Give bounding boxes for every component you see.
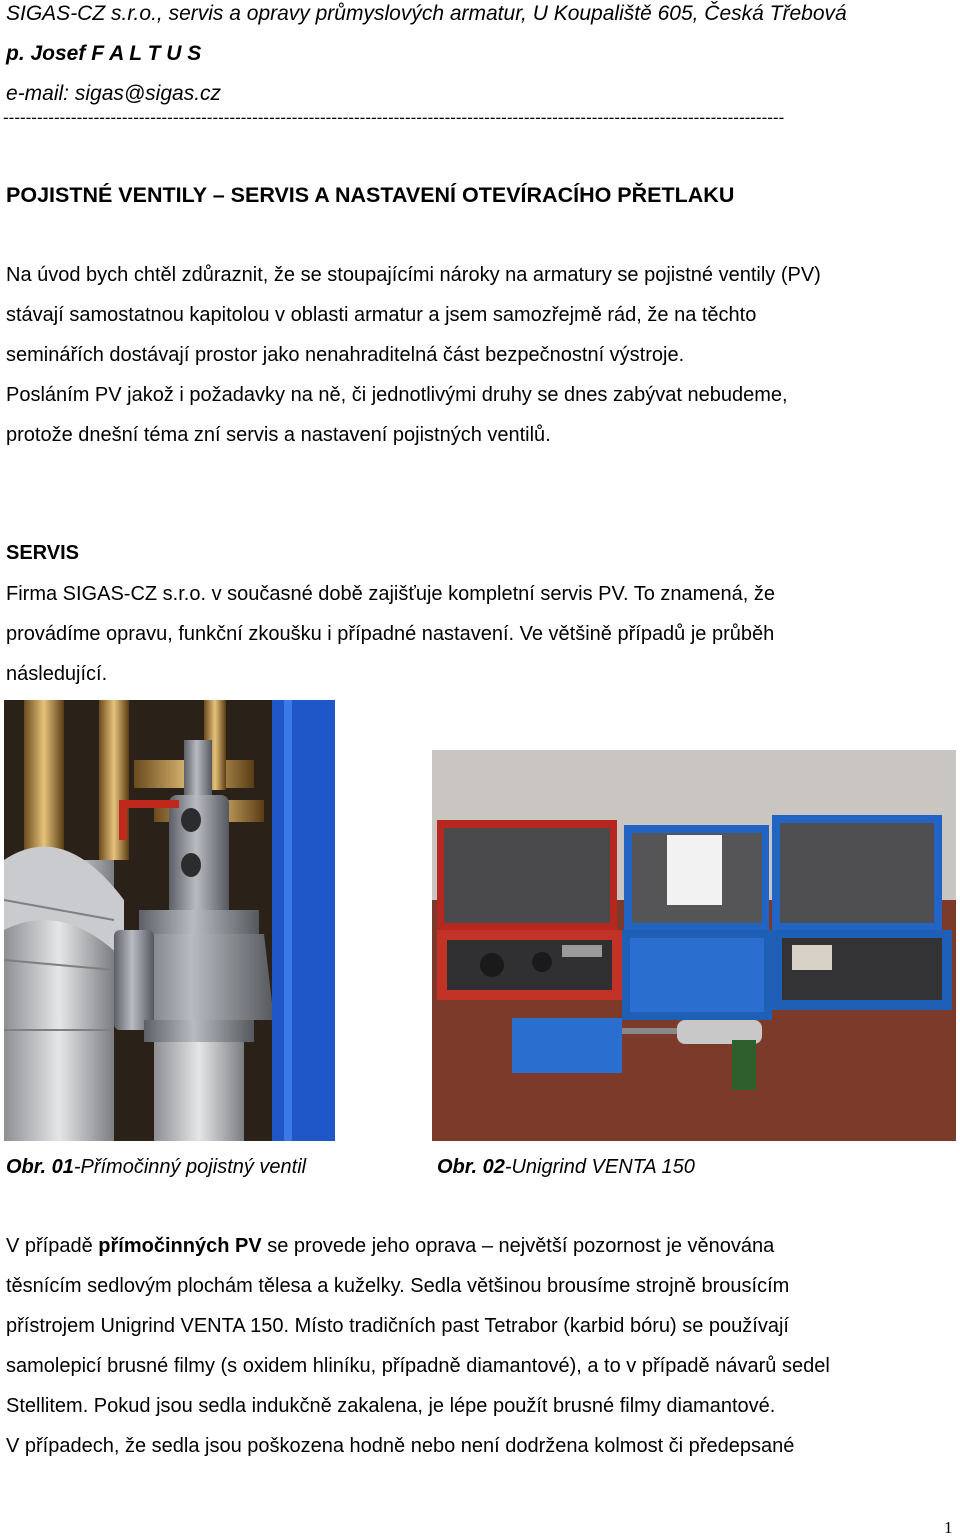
figure-caption-1 xyxy=(6,1154,306,1180)
body-line-1-pre: V případě xyxy=(6,1235,99,1257)
figure-caption-text-2: -Unigrind VENTA 150 xyxy=(504,1156,695,1178)
intro-line-1: Na úvod bych chtěl zdůraznit, že se stoupajícími nároky na armatury se pojistné ventily (PV) xyxy=(6,264,821,286)
intro-line-2: stávají samostatnou kapitolou v oblasti armatur a jsem samozřejmě rád, že na těchto xyxy=(6,304,757,326)
page-title: POJISTNÉ VENTILY – SERVIS A NASTAVENÍ OTEVÍRACÍHO PŘETLAKU xyxy=(6,183,735,207)
figure-label-1: Obr. 01 xyxy=(6,1156,74,1178)
servis-heading: SERVIS xyxy=(6,542,79,564)
body-line-1-post: se provede jeho oprava – největší pozornost je věnována xyxy=(261,1235,775,1257)
body-line-3: přístrojem Unigrind VENTA 150. Místo tradičních past Tetrabor (karbid bóru) se používají xyxy=(6,1315,789,1337)
servis-line-2: provádíme opravu, funkční zkoušku i případné nastavení. Ve většině případů je průběh xyxy=(6,623,775,645)
body-line-1 xyxy=(6,1226,774,1266)
body-line-1-bold: přímočinných PV xyxy=(98,1235,262,1257)
figure-caption-2 xyxy=(437,1154,695,1180)
intro-line-5: protože dnešní téma zní servis a nastavení pojistných ventilů. xyxy=(6,424,551,446)
page-number: 1 xyxy=(944,1518,953,1537)
company-header: SIGAS-CZ s.r.o., servis a opravy průmyslových armatur, U Koupaliště 605, Česká Třebová xyxy=(6,2,847,25)
servis-line-3: následující. xyxy=(6,663,108,685)
contact-name: p. Josef F A L T U S xyxy=(6,42,202,65)
body-line-4: samolepicí brusné filmy (s oxidem hliníku, případně diamantové), a to v případě návarů sedel xyxy=(6,1355,830,1377)
intro-line-4: Posláním PV jakož i požadavky na ně, či jednotlivými druhy se dnes zabývat nebudeme, xyxy=(6,384,788,406)
figure-label-2: Obr. 02 xyxy=(437,1156,505,1178)
unigrind-photo xyxy=(432,750,956,1141)
body-line-2: těsnícím sedlovým plochám tělesa a kuželky. Sedla většinou brousíme strojně brousícím xyxy=(6,1275,790,1297)
email-link[interactable]: e-mail: sigas@sigas.cz xyxy=(6,82,222,105)
intro-line-3: seminářích dostávají prostor jako nenahraditelná část bezpečnostní výstroje. xyxy=(6,344,685,366)
valve-photo-drawing xyxy=(4,700,335,1141)
servis-line-1: Firma SIGAS-CZ s.r.o. v současné době zajišťuje kompletní servis PV. To znamená, že xyxy=(6,583,775,605)
unigrind-photo-drawing xyxy=(432,750,956,1141)
header-divider: ------------------------------------------------------------------------------------------------------------------------------------------ xyxy=(3,108,785,127)
figure-caption-text-1: -Přímočinný pojistný ventil xyxy=(73,1156,307,1178)
body-line-6: V případech, že sedla jsou poškozena hodně nebo není dodržena kolmost či předepsané xyxy=(6,1435,795,1457)
body-line-5: Stellitem. Pokud jsou sedla indukčně zakalena, je lépe použít brusné filmy diamantové. xyxy=(6,1395,776,1417)
valve-photo xyxy=(4,700,335,1141)
